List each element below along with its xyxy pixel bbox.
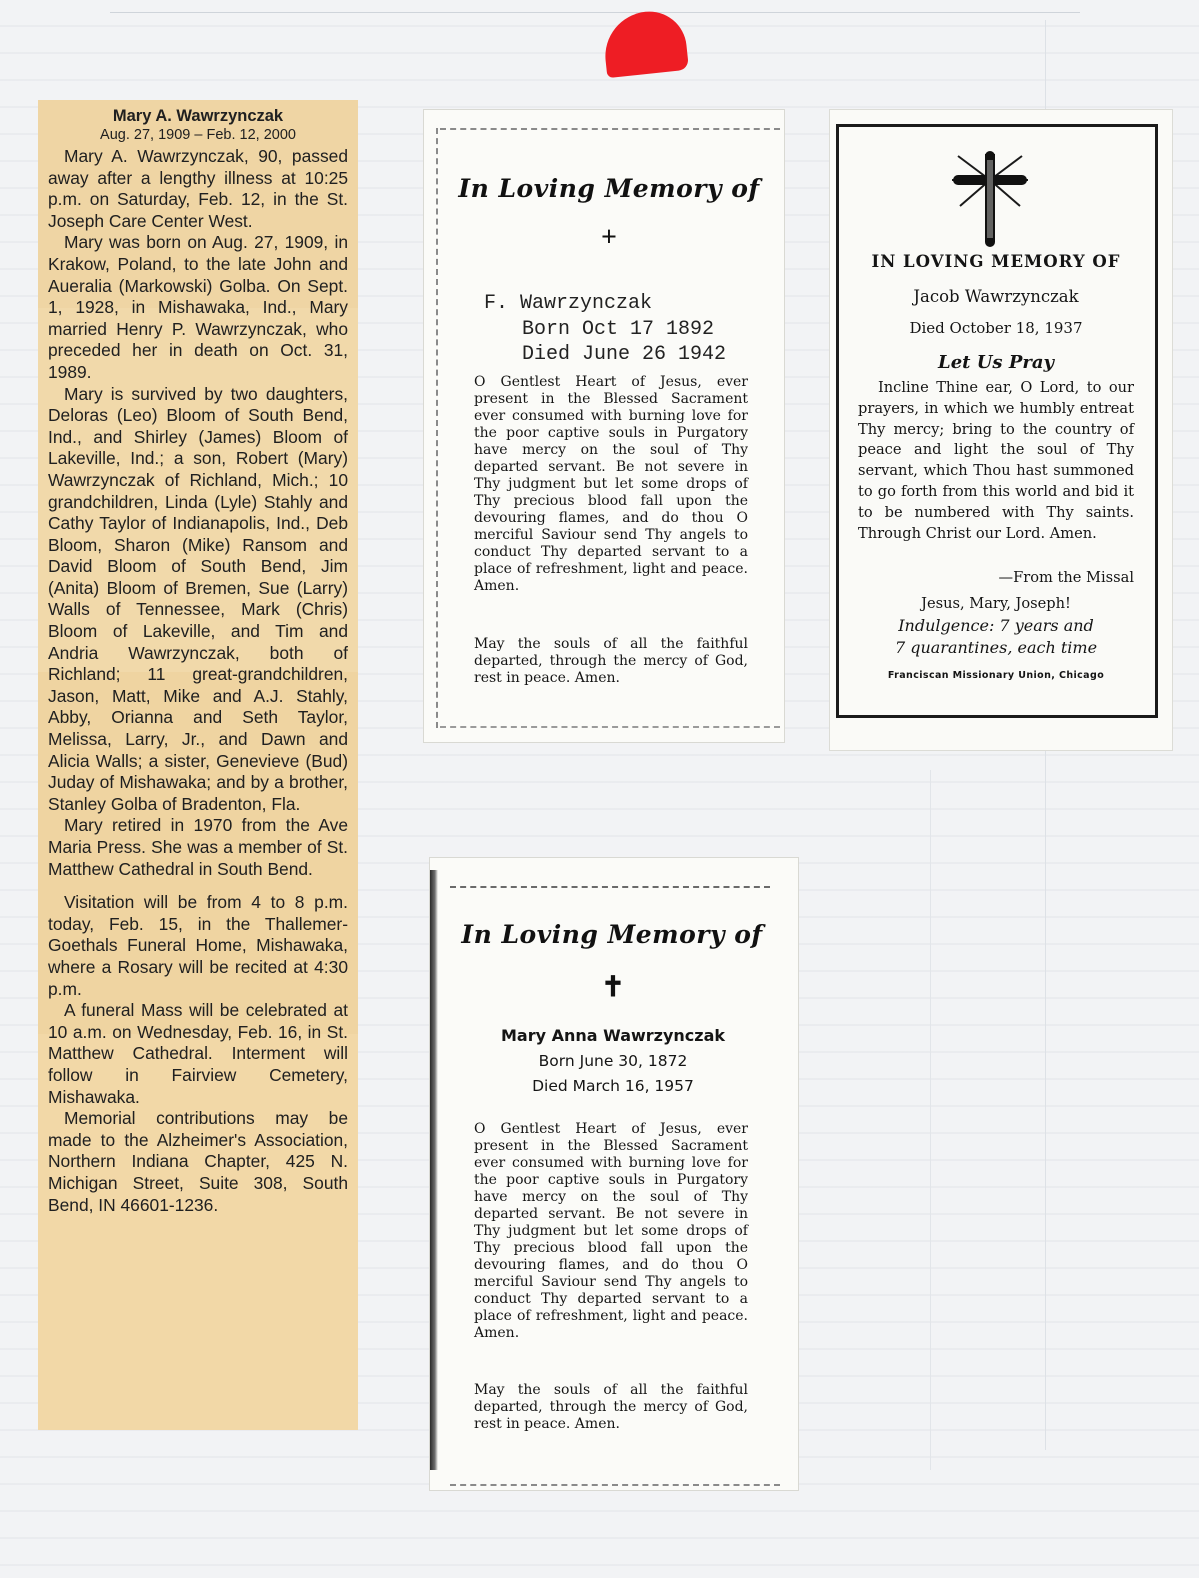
page-column-line bbox=[930, 770, 931, 1470]
prayer-source: —From the Missal bbox=[998, 569, 1134, 586]
death-date: Died June 26 1942 bbox=[522, 343, 727, 366]
death-date: Died March 16, 1957 bbox=[532, 1077, 694, 1095]
cross-icon: ✝ bbox=[601, 972, 625, 1003]
death-date: Died October 18, 1937 bbox=[909, 319, 1083, 337]
page-rule bbox=[110, 12, 1080, 13]
obituary-paragraph: Visitation will be from 4 to 8 p.m. today, Feb. 15, in the Thallemer-Goethals Funeral Home, Mishawaka, where a Rosary will be recited at 4:30 p.m. bbox=[48, 892, 348, 999]
obituary-paragraph: Mary was born on Aug. 27, 1909, in Krakow, Poland, to the late John and Aueralia (Markowski) Golba. On Sept. 1, 1928, in Mishawaka, Ind., Mary married Henry P. Wawrzynczak, who preceded her in death on Oct. 31, 1989. bbox=[48, 232, 348, 382]
prayer-text: O Gentlest Heart of Jesus, ever present in the Blessed Sacrament ever consumed with burning love for the poor captive souls in Purgatory have mercy on the soul of Thy departed servant. Be not severe in Thy judgment but let some drops of Thy precious blood fall upon the devouring flames, and do thou O merciful Saviour send Thy angels to conduct Thy departed servant to a place of refreshment, light and peace. Amen. bbox=[474, 1121, 748, 1341]
indulgence-line: 7 quarantines, each time bbox=[894, 638, 1098, 657]
obituary-text bbox=[48, 106, 348, 1216]
obituary-paragraph: Mary retired in 1970 from the Ave Maria Press. She was a member of St. Matthew Cathedral in South Bend. bbox=[48, 815, 348, 879]
card-heading: IN LOVING MEMORY OF bbox=[871, 252, 1121, 271]
birth-date: Born June 30, 1872 bbox=[538, 1052, 688, 1070]
deceased-name: Mary Anna Wawrzynczak bbox=[500, 1026, 726, 1045]
publisher: Franciscan Missionary Union, Chicago bbox=[887, 670, 1105, 681]
obituary-paragraph: Mary is survived by two daughters, Deloras (Leo) Bloom of South Bend, Ind., and Shirley (James) Bloom of Lakeville, Ind.; a son, Robert (Mary) Wawrzynczak of Richland, Mich.; 10 grandchildren, Linda (Lyle) Stahly and Cathy Taylor of Indianapolis, Ind., Deb Bloom, Sharon (Mike) Ransom and David Bloom of South Bend, Jim (Anita) Bloom of Bremen, Sue (Larry) Walls of Tennessee, Mark (Chris) Bloom of Lakeville, and Tim and Andria Wawrzynczak, both of Richland; 11 great-grandchildren, Jason, Matt, Mike and A.J. Stahly, Abby, Orianna and Seth Taylor, Melissa, Larry, Jr., and Dawn and Alicia Walls; a sister, Genevieve (Bud) Juday of Mishawaka; and by a brother, Stanley Golba of Bradenton, Fla. bbox=[48, 383, 348, 814]
card-perforation bbox=[440, 726, 780, 728]
obituary-title: Mary A. Wawrzynczak bbox=[112, 107, 284, 125]
card-heading: In Loving Memory of bbox=[458, 174, 760, 203]
prayer-text: O Gentlest Heart of Jesus, ever present in the Blessed Sacrament ever consumed with burning love for the poor captive souls in Purgatory have mercy on the soul of Thy departed servant. Be not severe in Thy judgment but let some drops of Thy precious blood fall upon the devouring flames, and do thou O merciful Saviour send Thy angels to conduct Thy departed servant to a place of refreshment, light and peace. Amen. bbox=[474, 374, 748, 594]
indulgence-line: Indulgence: 7 years and bbox=[898, 616, 1094, 635]
obituary-paragraph: Mary A. Wawrzynczak, 90, passed away after a lengthy illness at 10:25 p.m. on Saturday, Feb. 12, in the St. Joseph Care Center West. bbox=[48, 146, 348, 231]
obituary-paragraph: A funeral Mass will be celebrated at 10 a.m. on Wednesday, Feb. 16, in St. Matthew Cathedral. Interment will follow in Fairview Cemetery, Mishawaka. bbox=[48, 1000, 348, 1107]
closing-prayer: May the souls of all the faithful departed, through the mercy of God, rest in peace. Amen. bbox=[474, 1382, 748, 1432]
obituary-dates: Aug. 27, 1909 – Feb. 12, 2000 bbox=[100, 127, 296, 143]
card-perforation bbox=[450, 886, 770, 888]
card-edge bbox=[430, 870, 438, 1470]
card-perforation bbox=[450, 1484, 780, 1486]
card-perforation bbox=[436, 128, 438, 728]
invocation: Jesus, Mary, Joseph! bbox=[921, 595, 1071, 612]
cross-icon bbox=[948, 150, 1032, 248]
obituary-clipping bbox=[38, 100, 358, 1430]
deceased-name: Jacob Wawrzynczak bbox=[913, 287, 1079, 306]
card-heading: In Loving Memory of bbox=[461, 920, 763, 949]
closing-prayer: May the souls of all the faithful departed, through the mercy of God, rest in peace. Amen. bbox=[474, 636, 748, 686]
cross-icon: + bbox=[601, 222, 617, 253]
deceased-name: F. Wawrzynczak bbox=[484, 292, 653, 315]
prayer-subheading: Let Us Pray bbox=[938, 352, 1054, 373]
birth-date: Born Oct 17 1892 bbox=[522, 318, 715, 341]
obituary-paragraph: Memorial contributions may be made to the Alzheimer's Association, Northern Indiana Chapter, 425 N. Michigan Street, Suite 308, South Bend, IN 46601-1236. bbox=[48, 1108, 348, 1215]
card-perforation bbox=[440, 128, 780, 130]
prayer-text: Incline Thine ear, O Lord, to our prayers, in which we humbly entreat Thy mercy; bring to the country of peace and light the soul of Thy servant, which Thou hast summoned to go forth from this world and bid it to be numbered with Thy saints. Through Christ our Lord. Amen. bbox=[858, 379, 1134, 542]
